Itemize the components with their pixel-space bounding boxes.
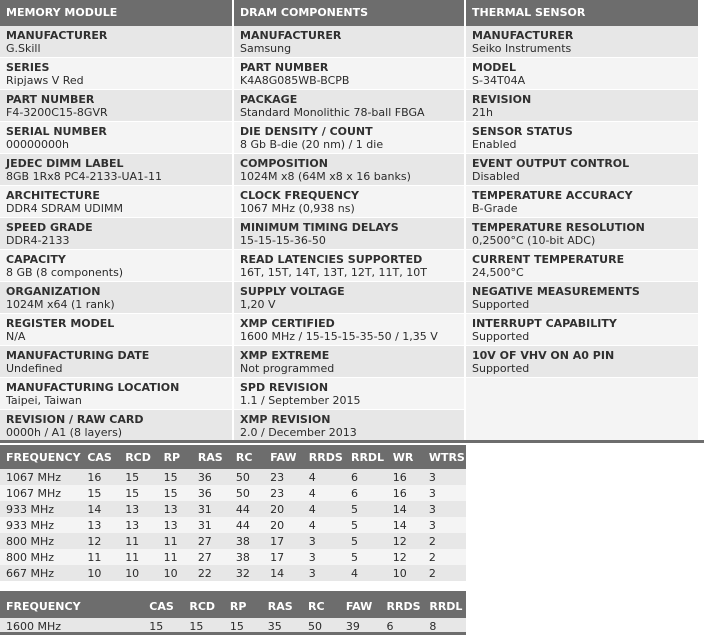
field-value: DDR4 SDRAM UDIMM — [6, 202, 123, 215]
field-label: XMP CERTIFIED — [240, 317, 335, 330]
field-value: Standard Monolithic 78-ball FBGA — [240, 106, 425, 119]
table-cell: 50 — [230, 469, 264, 485]
table-cell: 2 — [423, 565, 466, 581]
table-cell: 6 — [381, 618, 424, 634]
empty-cell — [466, 378, 698, 442]
field-label: NEGATIVE MEASUREMENTS — [472, 285, 640, 298]
field-label: CURRENT TEMPERATURE — [472, 253, 625, 266]
table-cell: 39 — [340, 618, 381, 634]
table-cell: 11 — [119, 533, 157, 549]
field-label: 10V OF VHV ON A0 PIN — [472, 349, 615, 362]
field-label: JEDEC DIMM LABEL — [6, 157, 124, 170]
table-cell: 800 MHz — [0, 549, 81, 565]
field-value: Disabled — [472, 170, 520, 183]
table-cell: 15 — [119, 485, 157, 501]
column-header: FAW — [264, 445, 303, 469]
table-cell: 4 — [303, 485, 345, 501]
column-header: RRDS — [381, 594, 424, 618]
table-cell: 50 — [230, 485, 264, 501]
info-field — [466, 346, 698, 378]
field-value: 24,500°C — [472, 266, 524, 279]
xmp-timings-table — [0, 594, 466, 634]
field-label: SERIAL NUMBER — [6, 125, 107, 138]
table-cell: 13 — [119, 501, 157, 517]
info-field — [234, 410, 464, 442]
table-cell: 11 — [158, 549, 192, 565]
field-value: 1,20 V — [240, 298, 276, 311]
field-value: S-34T04A — [472, 74, 526, 87]
field-value: B-Grade — [472, 202, 518, 215]
section-divider — [0, 440, 704, 443]
column-header — [110, 594, 143, 618]
table-cell: 5 — [345, 549, 387, 565]
memory-module-column — [0, 0, 232, 442]
info-field — [0, 26, 232, 58]
table-cell: 3 — [423, 517, 466, 533]
table-cell: 15 — [224, 618, 262, 634]
table-cell: 11 — [119, 549, 157, 565]
thermal-sensor-title: THERMAL SENSOR — [472, 6, 586, 19]
table-cell: 50 — [302, 618, 340, 634]
table-cell: 35 — [262, 618, 302, 634]
section-divider — [0, 632, 466, 635]
field-label: CAPACITY — [6, 253, 66, 266]
column-header: FREQUENCY — [0, 445, 81, 469]
table-cell: 3 — [423, 501, 466, 517]
info-field — [466, 26, 698, 58]
table-cell: 38 — [230, 549, 264, 565]
column-header: RRDS — [303, 445, 345, 469]
field-label: PART NUMBER — [6, 93, 95, 106]
info-field — [234, 186, 464, 218]
table-cell: 3 — [303, 533, 345, 549]
table-cell: 32 — [230, 565, 264, 581]
field-label: MINIMUM TIMING DELAYS — [240, 221, 399, 234]
field-value: 00000000h — [6, 138, 69, 151]
table-cell: 3 — [423, 485, 466, 501]
xmp-timings-header-row — [0, 594, 466, 618]
table-cell: 17 — [264, 533, 303, 549]
field-label: MANUFACTURING DATE — [6, 349, 150, 362]
table-cell: 16 — [387, 469, 423, 485]
thermal-sensor-header — [466, 0, 698, 26]
column-header: RCD — [119, 445, 157, 469]
field-label: READ LATENCIES SUPPORTED — [240, 253, 423, 266]
table-cell: 1067 MHz — [0, 469, 81, 485]
field-value: DDR4-2133 — [6, 234, 70, 247]
field-label: SPEED GRADE — [6, 221, 93, 234]
field-value: 8GB 1Rx8 PC4-2133-UA1-11 — [6, 170, 162, 183]
info-field — [0, 122, 232, 154]
table-row — [0, 565, 466, 581]
field-value: 1.1 / September 2015 — [240, 394, 361, 407]
field-value: Supported — [472, 362, 530, 375]
field-label: TEMPERATURE ACCURACY — [472, 189, 633, 202]
table-cell: 1067 MHz — [0, 485, 81, 501]
field-label: ORGANIZATION — [6, 285, 101, 298]
field-value: K4A8G085WB-BCPB — [240, 74, 350, 87]
field-label: INTERRUPT CAPABILITY — [472, 317, 617, 330]
table-cell: 5 — [345, 517, 387, 533]
table-cell: 3 — [303, 565, 345, 581]
field-label: SENSOR STATUS — [472, 125, 573, 138]
table-cell: 44 — [230, 517, 264, 533]
dram-components-title: DRAM COMPONENTS — [240, 6, 369, 19]
field-value: Samsung — [240, 42, 292, 55]
info-field — [234, 346, 464, 378]
info-field — [466, 58, 698, 90]
field-value: F4-3200C15-8GVR — [6, 106, 108, 119]
dram-components-header — [234, 0, 464, 26]
field-value: 1024M x8 (64M x8 x 16 banks) — [240, 170, 411, 183]
column-header: FAW — [340, 594, 381, 618]
field-label: PACKAGE — [240, 93, 298, 106]
field-value: 0000h / A1 (8 layers) — [6, 426, 123, 439]
info-field — [234, 26, 464, 58]
info-field — [466, 250, 698, 282]
table-row — [0, 501, 466, 517]
table-cell: 3 — [423, 469, 466, 485]
field-label: DIE DENSITY / COUNT — [240, 125, 373, 138]
jedec-timings-header-row — [0, 445, 466, 469]
field-value: Supported — [472, 330, 530, 343]
table-cell: 10 — [387, 565, 423, 581]
table-cell: 12 — [387, 549, 423, 565]
table-cell: 11 — [81, 549, 119, 565]
info-field — [0, 186, 232, 218]
table-cell: 15 — [143, 618, 183, 634]
info-field — [234, 378, 464, 410]
table-cell: 5 — [345, 501, 387, 517]
field-label: TEMPERATURE RESOLUTION — [472, 221, 645, 234]
table-row — [0, 533, 466, 549]
column-header: RC — [230, 445, 264, 469]
info-field — [0, 218, 232, 250]
info-field — [466, 282, 698, 314]
info-field — [0, 378, 232, 410]
table-cell: 2 — [423, 549, 466, 565]
field-value: Not programmed — [240, 362, 335, 375]
table-cell: 4 — [345, 565, 387, 581]
field-label: MANUFACTURER — [240, 29, 342, 42]
table-cell: 20 — [264, 501, 303, 517]
info-field — [234, 282, 464, 314]
table-cell: 12 — [81, 533, 119, 549]
table-cell: 2 — [423, 533, 466, 549]
field-value: Supported — [472, 298, 530, 311]
field-value: 0,2500°C (10-bit ADC) — [472, 234, 596, 247]
table-cell: 31 — [192, 517, 230, 533]
table-cell: 15 — [158, 469, 192, 485]
info-field — [234, 90, 464, 122]
table-cell: 4 — [303, 501, 345, 517]
column-header: RP — [224, 594, 262, 618]
field-label: REVISION — [472, 93, 532, 106]
info-field — [0, 154, 232, 186]
table-cell: 23 — [264, 469, 303, 485]
table-cell: 14 — [81, 501, 119, 517]
field-label: SUPPLY VOLTAGE — [240, 285, 345, 298]
table-row — [0, 517, 466, 533]
table-cell: 12 — [387, 533, 423, 549]
table-cell: 8 — [423, 618, 466, 634]
info-field — [466, 314, 698, 346]
field-label: MANUFACTURER — [472, 29, 574, 42]
info-field — [234, 218, 464, 250]
field-value: 16T, 15T, 14T, 13T, 12T, 11T, 10T — [240, 266, 427, 279]
field-value: 8 GB (8 components) — [6, 266, 124, 279]
field-label: COMPOSITION — [240, 157, 328, 170]
table-cell: 14 — [387, 517, 423, 533]
field-value: Undefined — [6, 362, 63, 375]
table-cell: 933 MHz — [0, 501, 81, 517]
table-cell: 6 — [345, 485, 387, 501]
table-cell: 36 — [192, 485, 230, 501]
field-label: REVISION / RAW CARD — [6, 413, 144, 426]
field-value: Taipei, Taiwan — [6, 394, 82, 407]
field-label: CLOCK FREQUENCY — [240, 189, 360, 202]
dram-components-column — [234, 0, 464, 442]
info-field — [0, 250, 232, 282]
table-cell: 11 — [158, 533, 192, 549]
table-cell: 36 — [192, 469, 230, 485]
table-cell: 4 — [303, 469, 345, 485]
field-label: ARCHITECTURE — [6, 189, 100, 202]
table-cell: 5 — [345, 533, 387, 549]
field-label: SERIES — [6, 61, 50, 74]
column-header: FREQUENCY — [0, 594, 110, 618]
column-header: RAS — [192, 445, 230, 469]
table-cell: 15 — [183, 618, 223, 634]
info-field — [0, 410, 232, 442]
table-cell: 14 — [387, 501, 423, 517]
table-cell: 10 — [81, 565, 119, 581]
column-header: RC — [302, 594, 340, 618]
table-cell: 44 — [230, 501, 264, 517]
field-label: PART NUMBER — [240, 61, 329, 74]
table-cell: 17 — [264, 549, 303, 565]
table-cell: 15 — [119, 469, 157, 485]
field-label: MODEL — [472, 61, 516, 74]
table-cell: 1600 MHz — [0, 618, 110, 634]
info-field — [0, 58, 232, 90]
column-header: RRDL — [423, 594, 466, 618]
field-value: 1600 MHz / 15-15-15-35-50 / 1,35 V — [240, 330, 438, 343]
info-field — [234, 314, 464, 346]
field-value: N/A — [6, 330, 26, 343]
table-cell: 16 — [387, 485, 423, 501]
field-label: EVENT OUTPUT CONTROL — [472, 157, 630, 170]
table-row — [0, 549, 466, 565]
table-cell: 31 — [192, 501, 230, 517]
table-cell: 22 — [192, 565, 230, 581]
field-value: 21h — [472, 106, 493, 119]
table-cell: 27 — [192, 533, 230, 549]
info-field — [466, 218, 698, 250]
column-header: WTRS — [423, 445, 466, 469]
info-field — [466, 154, 698, 186]
column-header: RAS — [262, 594, 302, 618]
table-cell: 13 — [81, 517, 119, 533]
table-cell: 23 — [264, 485, 303, 501]
info-field — [0, 346, 232, 378]
field-value: Seiko Instruments — [472, 42, 572, 55]
table-cell: 16 — [81, 469, 119, 485]
table-cell: 800 MHz — [0, 533, 81, 549]
field-label: REGISTER MODEL — [6, 317, 115, 330]
table-cell: 15 — [81, 485, 119, 501]
table-cell: 14 — [264, 565, 303, 581]
field-label: XMP EXTREME — [240, 349, 330, 362]
memory-module-header — [0, 0, 232, 26]
table-cell: 38 — [230, 533, 264, 549]
field-value: Ripjaws V Red — [6, 74, 84, 87]
table-cell: 6 — [345, 469, 387, 485]
column-header: CAS — [143, 594, 183, 618]
table-cell: 13 — [119, 517, 157, 533]
info-field — [0, 90, 232, 122]
column-header: RRDL — [345, 445, 387, 469]
table-cell: 3 — [303, 549, 345, 565]
field-value: 2.0 / December 2013 — [240, 426, 357, 439]
info-field — [466, 122, 698, 154]
table-cell: 20 — [264, 517, 303, 533]
thermal-sensor-column — [466, 0, 698, 442]
field-value: 1024M x64 (1 rank) — [6, 298, 115, 311]
info-field — [0, 314, 232, 346]
field-label: XMP REVISION — [240, 413, 331, 426]
field-value: 15-15-15-36-50 — [240, 234, 326, 247]
info-field — [234, 154, 464, 186]
table-cell: 13 — [158, 501, 192, 517]
field-label: MANUFACTURING LOCATION — [6, 381, 180, 394]
field-value: 8 Gb B-die (20 nm) / 1 die — [240, 138, 384, 151]
field-value: G.Skill — [6, 42, 41, 55]
table-cell: 933 MHz — [0, 517, 81, 533]
info-field — [466, 90, 698, 122]
table-cell: 667 MHz — [0, 565, 81, 581]
table-cell: 15 — [158, 485, 192, 501]
jedec-timings-table — [0, 445, 466, 581]
column-header: CAS — [81, 445, 119, 469]
info-field — [0, 282, 232, 314]
column-header: WR — [387, 445, 423, 469]
field-label: MANUFACTURER — [6, 29, 108, 42]
field-value: Enabled — [472, 138, 517, 151]
table-cell: 27 — [192, 549, 230, 565]
info-field — [234, 122, 464, 154]
field-value: 1067 MHz (0,938 ns) — [240, 202, 355, 215]
info-field — [466, 186, 698, 218]
table-cell: 4 — [303, 517, 345, 533]
field-label: SPD REVISION — [240, 381, 329, 394]
table-cell: 10 — [119, 565, 157, 581]
info-field — [234, 250, 464, 282]
table-row — [0, 469, 466, 485]
table-row — [0, 485, 466, 501]
column-header: RP — [158, 445, 192, 469]
memory-module-title: MEMORY MODULE — [6, 6, 118, 19]
table-cell: 10 — [158, 565, 192, 581]
info-field — [234, 58, 464, 90]
column-header: RCD — [183, 594, 223, 618]
table-cell: 13 — [158, 517, 192, 533]
